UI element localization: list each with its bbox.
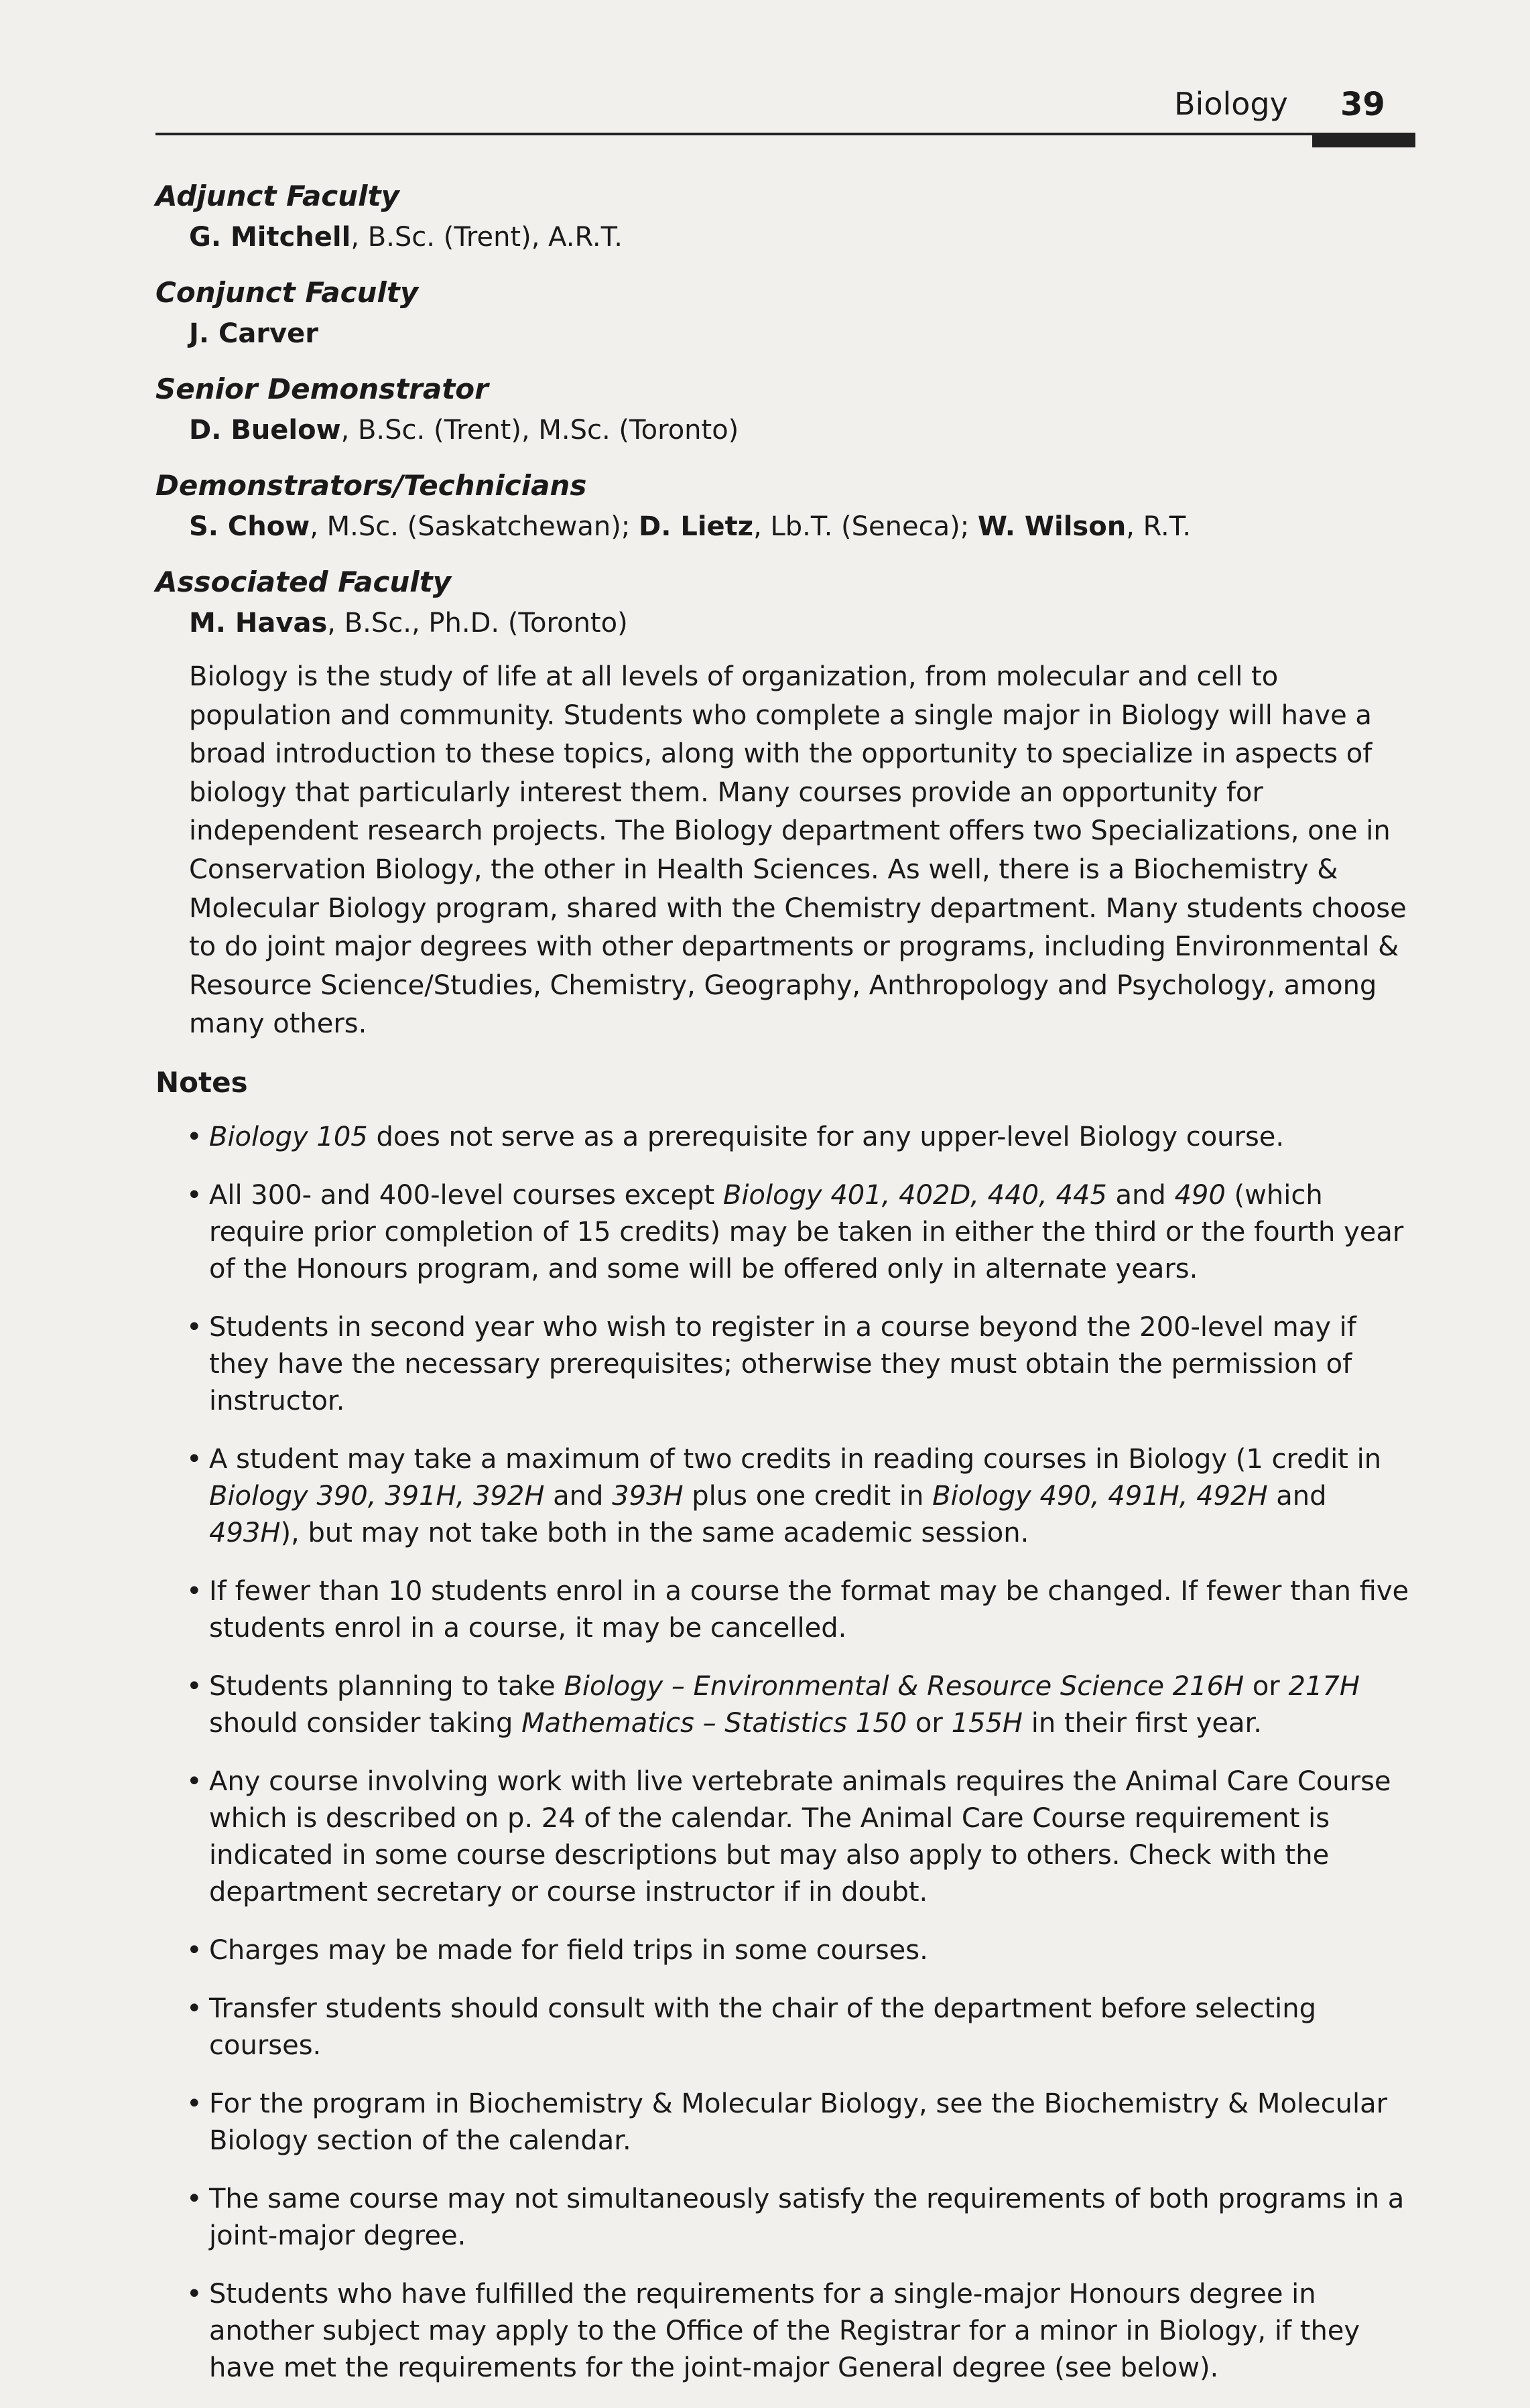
faculty-entry [155, 410, 1409, 450]
note-item [155, 1309, 1415, 1420]
note-text: ), but may not take both in the same academic session. [280, 1517, 1029, 1548]
notes-heading: Notes [155, 1065, 248, 1099]
note-italic-text: Biology 401, 402D, 440, 445 [722, 1179, 1107, 1211]
faculty-credentials: , B.Sc. (Trent), M.Sc. (Toronto) [340, 415, 739, 446]
faculty-credentials: , Lb.T. (Seneca); [753, 511, 978, 542]
faculty-entry [155, 507, 1409, 547]
faculty-credentials: , B.Sc. (Trent), A.R.T. [350, 222, 623, 253]
note-text: or [1244, 1670, 1289, 1702]
note-text: Students in second year who wish to register in a course beyond the 200-level may if they have the necessary prerequisites; otherwise they must obtain the permission of instructor. [209, 1311, 1356, 1416]
note-item [155, 2086, 1415, 2159]
note-item [155, 1177, 1415, 1288]
group-title: Associated Faculty [155, 565, 452, 598]
note-item [155, 2276, 1415, 2387]
note-text: Transfer students should consult with the chair of the department before selecting courses. [209, 1993, 1316, 2061]
faculty-group-senior-demonstrator [155, 369, 1409, 450]
bullet-icon: • [186, 1670, 202, 1702]
note-item [155, 1668, 1415, 1742]
note-text: The same course may not simultaneously satisfy the requirements of both programs in a joint-major degree. [209, 2183, 1405, 2251]
faculty-credentials: , M.Sc. (Saskatchewan); [310, 511, 639, 542]
faculty-entry [155, 314, 1409, 354]
note-text: in their first year. [1023, 1707, 1262, 1739]
group-title: Adjunct Faculty [155, 180, 399, 212]
note-text: Students planning to take [209, 1670, 564, 1702]
group-title: Senior Demonstrator [155, 373, 489, 405]
note-italic-text: Biology 490, 491H, 492H [932, 1480, 1268, 1512]
group-title: Demonstrators/Technicians [155, 469, 587, 502]
bullet-icon: • [186, 1934, 202, 1966]
page-content [155, 176, 1409, 2408]
faculty-name: G. Mitchell [189, 222, 351, 253]
note-text: Any course involving work with live vertebrate animals requires the Animal Care Course which is described on p. 24 of the calendar. The Animal Care Course requirement is indicated in some course descriptions but may also apply to others. Check with the department secretary or course instructor if in doubt. [209, 1765, 1391, 1908]
bullet-icon: • [186, 2278, 202, 2310]
header-rule-tab [1312, 135, 1415, 147]
bullet-icon: • [186, 2183, 202, 2214]
note-italic-text: Mathematics – Statistics 150 [521, 1707, 907, 1739]
bullet-icon: • [186, 1765, 202, 1797]
faculty-entry [155, 603, 1409, 643]
note-text: does not serve as a prerequisite for any upper-level Biology course. [367, 1121, 1285, 1152]
bullet-icon: • [186, 2088, 202, 2119]
note-italic-text: 155H [951, 1707, 1023, 1739]
note-text: and [544, 1480, 613, 1512]
note-text: or [907, 1707, 952, 1739]
note-text: and [1106, 1179, 1175, 1211]
page-number: 39 [1340, 86, 1385, 123]
faculty-name: M. Havas [189, 608, 328, 639]
faculty-name: S. Chow [189, 511, 310, 542]
notes-list [155, 1119, 1409, 2387]
note-text: (which require prior completion of 15 credits) may be taken in either the third or the fourth year of the Honours program, and some will be offered only in alternate years. [209, 1179, 1404, 1284]
faculty-name: D. Lietz [639, 511, 754, 542]
faculty-name: W. Wilson [977, 511, 1127, 542]
faculty-entry [155, 217, 1409, 257]
note-item [155, 1763, 1415, 1911]
note-italic-text: 393H [612, 1480, 684, 1512]
bullet-icon: • [186, 1121, 202, 1152]
faculty-group-associated [155, 561, 1409, 643]
bullet-icon: • [186, 1443, 202, 1475]
note-item [155, 1991, 1415, 2064]
note-item [155, 1932, 1415, 1969]
faculty-credentials: , B.Sc., Ph.D. (Toronto) [327, 608, 628, 639]
bullet-icon: • [186, 1311, 202, 1343]
note-italic-text: Biology 105 [209, 1121, 368, 1152]
note-text: plus one credit in [683, 1480, 933, 1512]
note-italic-text: Biology – Environmental & Resource Science 216H [564, 1670, 1245, 1702]
note-italic-text: 493H [209, 1517, 281, 1548]
group-title: Conjunct Faculty [155, 276, 419, 309]
bullet-icon: • [186, 1179, 202, 1211]
note-text: should consider taking [209, 1707, 522, 1739]
note-text: Students who have fulfilled the requirements for a single-major Honours degree in another subject may apply to the Office of the Registrar for a minor in Biology, if they have met the requirements for the joint-major General degree (see below). [209, 2278, 1360, 2383]
faculty-credentials: , R.T. [1126, 511, 1192, 542]
note-item [155, 1441, 1415, 1552]
faculty-group-conjunct [155, 272, 1409, 354]
note-item [155, 1119, 1415, 1156]
note-text: For the program in Biochemistry & Molecular Biology, see the Biochemistry & Molecular Biology section of the calendar. [209, 2088, 1388, 2156]
note-text: If fewer than 10 students enrol in a course the format may be changed. If fewer than five students enrol in a course, it may be cancelled. [209, 1575, 1409, 1644]
faculty-name: D. Buelow [189, 415, 341, 446]
note-item [155, 2181, 1415, 2255]
note-text: All 300- and 400-level courses except [209, 1179, 723, 1211]
note-item [155, 1573, 1415, 1647]
note-text: Charges may be made for field trips in some courses. [209, 1934, 928, 1966]
note-italic-text: Biology 390, 391H, 392H [209, 1480, 545, 1512]
faculty-group-demonstrators [155, 465, 1409, 547]
intro-paragraph: Biology is the study of life at all levels of organization, from molecular and cell to population and community. Students who complete a single major in Biology will have a broad introduction to these topics, along with the opportunity to specialize in aspects of biology that particularly interest them. Many courses provide an opportunity for independent research projects. The Biology department offers two Specializations, one in Conservation Biology, the other in Health Sciences. As well, there is a Biochemistry & Molecular Biology program, shared with the Chemistry department. Many students choose to do joint major degrees with other departments or programs, including Environmental & Resource Science/Studies, Chemistry, Geography, Anthropology and Psychology, among many others. [189, 661, 1407, 1040]
note-text: and [1267, 1480, 1327, 1512]
faculty-name: J. Carver [189, 318, 319, 349]
note-italic-text: 217H [1288, 1670, 1360, 1702]
header-rule [155, 133, 1415, 135]
note-italic-text: 490 [1174, 1179, 1226, 1211]
bullet-icon: • [186, 1575, 202, 1607]
faculty-group-adjunct [155, 176, 1409, 257]
running-header [0, 86, 1530, 146]
section-title: Biology [1174, 86, 1288, 122]
bullet-icon: • [186, 1993, 202, 2024]
note-text: A student may take a maximum of two credits in reading courses in Biology (1 credit in [209, 1443, 1382, 1475]
